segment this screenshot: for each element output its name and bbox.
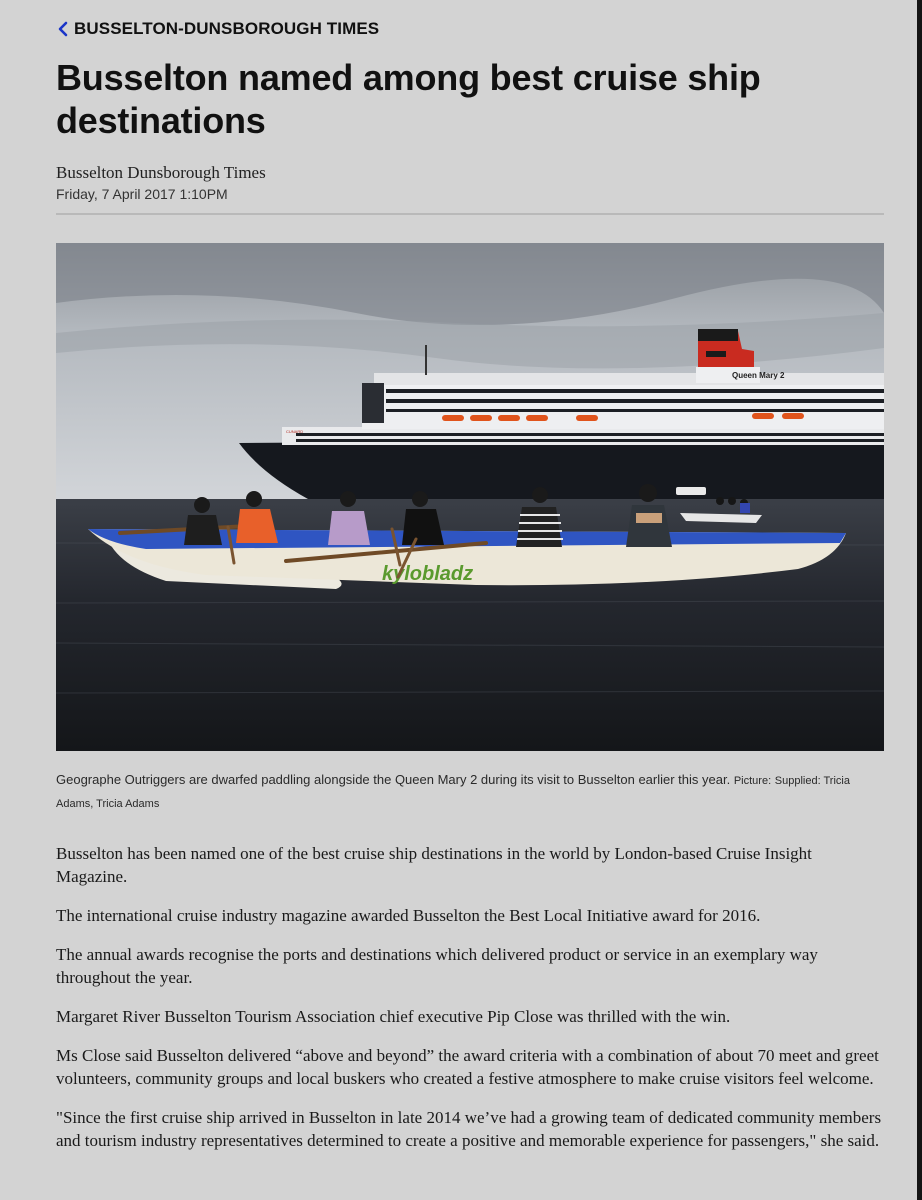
chevron-left-icon[interactable] [56,21,70,37]
ship-funnel-label: CUNARD [286,429,304,434]
article-paragraph: Busselton has been named one of the best cruise ship destinations in the world by London-based Cruise Insight Magazine. [56,844,812,886]
article-container [56,0,884,1168]
photo-caption [56,769,884,815]
article-photo [56,243,884,751]
ship-name-label: Queen Mary 2 [732,371,785,380]
masthead [56,16,884,42]
article-headline: Busselton named among best cruise ship destinations [56,57,761,141]
article-paragraph: Margaret River Busselton Tourism Association chief executive Pip Close was thrilled with the win. [56,1007,731,1026]
window-edge [917,0,922,1200]
article-date: Friday, 7 April 2017 1:10PM [56,186,228,202]
masthead-link[interactable]: BUSSELTON-DUNSBOROUGH TIMES [74,19,380,38]
caption-credit: Supplied: Tricia Adams, Tricia Adams [56,775,850,810]
header-divider [56,213,884,215]
caption-credit-label: Picture: [733,775,772,787]
article-body [56,842,884,1152]
article-paragraph: The international cruise industry magazine awarded Busselton the Best Local Initiative award for 2016. [56,906,761,925]
canoe-name-label: kylobladz [382,563,474,585]
article-paragraph: "Since the first cruise ship arrived in Busselton in late 2014 we’ve had a growing team of dedicated community members and tourism industry representatives determined to create a positive and memorable experience for passengers," she said. [56,1108,882,1150]
article-paragraph: The annual awards recognise the ports and destinations which delivered product or service in an exemplary way throughout the year. [56,945,818,987]
article-paragraph: Ms Close said Busselton delivered “above and beyond” the award criteria with a combination of about 70 meet and greet volunteers, community groups and local buskers who created a festive atmosphere to make cruise visitors feel welcome. [56,1046,879,1088]
article-byline: Busselton Dunsborough Times [56,163,266,182]
caption-text: Geographe Outriggers are dwarfed paddling alongside the Queen Mary 2 during its visit to Busselton earlier this year. [56,772,731,787]
